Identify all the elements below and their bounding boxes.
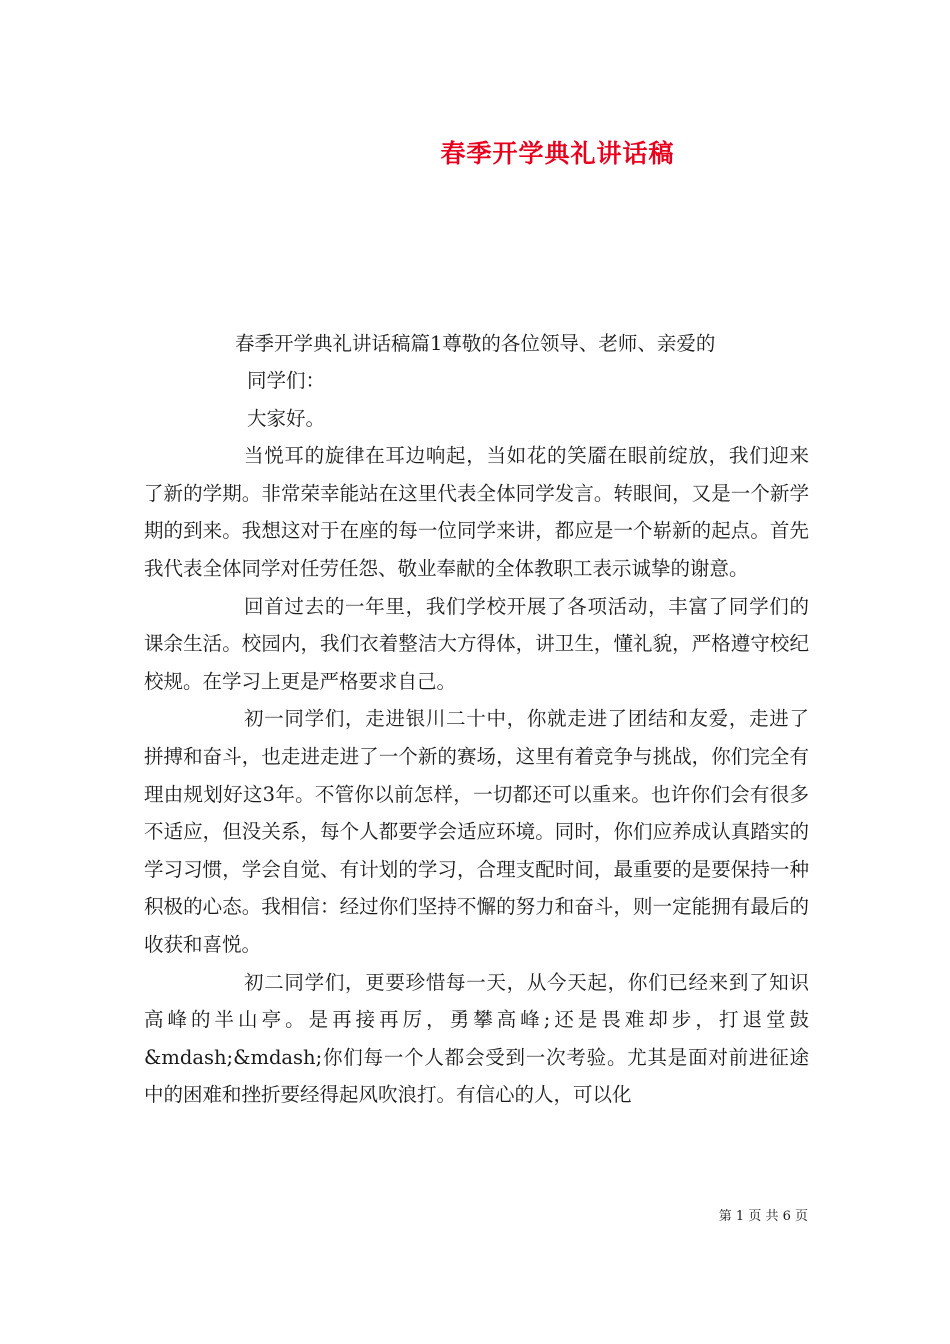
paragraph-2: 回首过去的一年里，我们学校开展了各项活动，丰富了同学们的课余生活。校园内，我们衣着整洁大方得体，讲卫生，懂礼貌，严格遵守校纪校规。在学习上更是严格要求自己。 bbox=[144, 594, 809, 693]
document-body bbox=[144, 325, 809, 1114]
opening-line-continued: 同学们： bbox=[247, 369, 326, 392]
paragraph-3: 初一同学们，走进银川二十中，你就走进了团结和友爱，走进了拼搏和奋斗，也走进走进了一个新的赛场，这里有着竞争与挑战，你们完全有理由规划好这3年。不管你以前怎样，一切都还可以重来。也许你们会有很多不适应，但没关系，每个人都要学会适应环境。同时，你们应养成认真踏实的学习习惯，学会自觉、有计划的学习，合理支配时间，最重要的是要保持一种积极的心态。我相信：经过你们坚持不懈的努力和奋斗，则一定能拥有最后的收获和喜悦。 bbox=[144, 707, 809, 956]
paragraph-1: 当悦耳的旋律在耳边响起，当如花的笑靥在眼前绽放，我们迎来了新的学期。非常荣幸能站在这里代表全体同学发言。转眼间，又是一个新学期的到来。我想这对于在座的每一位同学来讲，都应是一个崭新的起点。首先我代表全体同学对任劳任怨、敬业奉献的全体教职工表示诚挚的谢意。 bbox=[144, 444, 809, 580]
opening-line: 春季开学典礼讲话稿篇1尊敬的各位领导、老师、亲爱的 bbox=[235, 332, 716, 355]
page-number: 第 1 页 共 6 页 bbox=[718, 1209, 808, 1224]
greeting: 大家好。 bbox=[247, 406, 326, 430]
document-title: 春季开学典礼讲话稿 bbox=[440, 139, 675, 168]
paragraph-4: 初二同学们，更要珍惜每一天，从今天起，你们已经来到了知识高峰的半山亭。是再接再厉，勇攀高峰;还是畏难却步，打退堂鼓&mdash;&mdash;你们每一个人都会受到一次考验。尤其是面对前进征途中的困难和挫折要经得起风吹浪打。有信心的人，可以化 bbox=[144, 970, 809, 1107]
